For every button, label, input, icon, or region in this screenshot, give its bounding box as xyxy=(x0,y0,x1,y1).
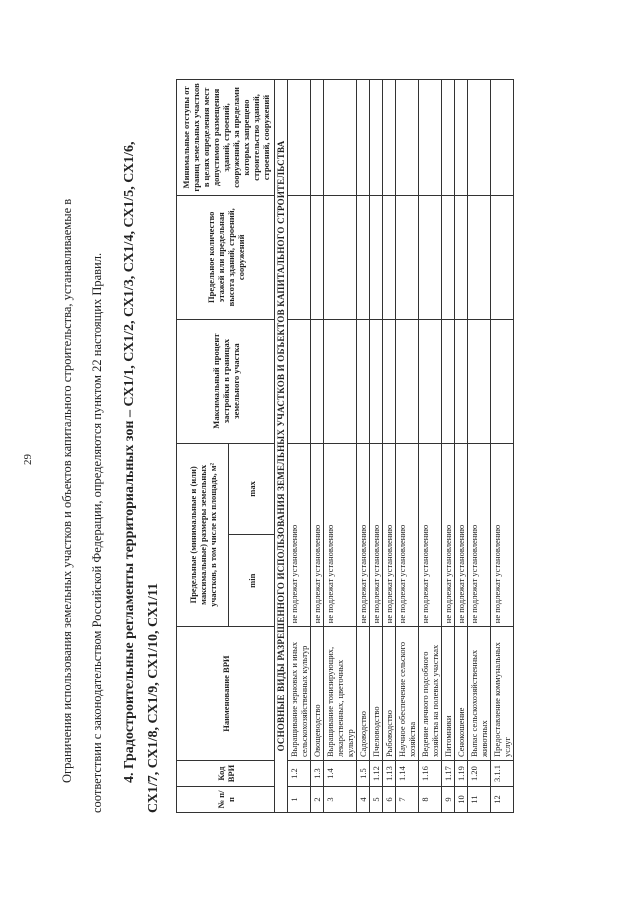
table-row xyxy=(468,80,491,813)
row-code: 1.17 xyxy=(442,761,455,787)
header-min: min xyxy=(229,535,275,627)
header-max: max xyxy=(229,443,275,535)
row-code: 1.20 xyxy=(468,761,491,787)
row-code: 1.19 xyxy=(455,761,468,787)
row-name: Выращивание зерновых и иных сельскохозяйственных культур xyxy=(288,627,311,761)
row-num: 10 xyxy=(455,787,468,813)
row-code: 1.4 xyxy=(324,761,357,787)
row-num: 5 xyxy=(370,787,383,813)
row-code: 1.12 xyxy=(370,761,383,787)
row-num: 11 xyxy=(468,787,491,813)
table-row xyxy=(288,80,311,813)
row-value: не подлежат установлению xyxy=(442,443,455,627)
row-value: не подлежат установлению xyxy=(468,443,491,627)
row-value: не подлежат установлению xyxy=(311,443,324,627)
row-num: 9 xyxy=(442,787,455,813)
row-num: 6 xyxy=(383,787,396,813)
table-row xyxy=(357,80,370,813)
row-value: не подлежат установлению xyxy=(288,443,311,627)
row-name: Научное обеспечение сельского хозяйства xyxy=(396,627,419,761)
row-code: 1.3 xyxy=(311,761,324,787)
row-name: Сенокошение xyxy=(455,627,468,761)
row-num: 7 xyxy=(396,787,419,813)
row-name: Выращивание тонизирующих, лекарственных, цветочных культур xyxy=(324,627,357,761)
table-row xyxy=(383,80,396,813)
row-num: 2 xyxy=(311,787,324,813)
row-code: 1.16 xyxy=(419,761,442,787)
row-num: 3 xyxy=(324,787,357,813)
intro-line-1: Ограничения использования земельных участков и объектов капитального строительства, устанавливаемые в xyxy=(60,198,74,783)
header-floors: Предельное количество этажей или предельная высота зданий, строений, сооружений xyxy=(177,195,275,319)
table-row xyxy=(491,80,514,813)
heading-line-1: 4. Градостроительные регламенты территориальных зон – СХ1/1, СХ1/2, СХ1/3, СХ1/4, СХ1/5, СХ1/6, xyxy=(122,141,137,783)
row-name: Ведение личного подсобного хозяйства на полевых участках xyxy=(419,627,442,761)
header-percent: Максимальный процент застройки в границах земельного участка xyxy=(177,319,275,443)
row-code: 1.5 xyxy=(357,761,370,787)
row-name: Садоводство xyxy=(357,627,370,761)
row-code: 1.13 xyxy=(383,761,396,787)
row-value: не подлежат установлению xyxy=(396,443,419,627)
heading-line-2: СХ1/7, СХ1/8, СХ1/9, СХ1/10, СХ1/11 xyxy=(146,583,161,813)
header-size: Предельные (минимальные и (или) максимальные) размеры земельных участков, в том числе их площадь, м² xyxy=(177,443,229,627)
row-code: 3.1.1 xyxy=(491,761,514,787)
row-num: 4 xyxy=(357,787,370,813)
row-name: Овощеводство xyxy=(311,627,324,761)
row-num: 1 xyxy=(288,787,311,813)
table-row xyxy=(324,80,357,813)
row-num: 8 xyxy=(419,787,442,813)
table-row xyxy=(311,80,324,813)
row-name: Рыбоводство xyxy=(383,627,396,761)
header-num: № п/п xyxy=(177,787,275,813)
table-row xyxy=(442,80,455,813)
row-value: не подлежат установлению xyxy=(419,443,442,627)
row-name: Питомники xyxy=(442,627,455,761)
row-value: не подлежат установлению xyxy=(383,443,396,627)
table-row xyxy=(370,80,383,813)
row-name: Предоставление коммунальных услуг xyxy=(491,627,514,761)
row-value: не подлежат установлению xyxy=(324,443,357,627)
row-code: 1.2 xyxy=(288,761,311,787)
row-value: не подлежат установлению xyxy=(357,443,370,627)
header-setback: Минимальные отступы от границ земельных участков в целях определения мест допустимого размещения зданий, строений, сооружений, за пределами которых запрещено строительство зданий, строений, сооружений xyxy=(177,80,275,196)
row-value: не подлежат установлению xyxy=(491,443,514,627)
header-name: Наименование ВРИ xyxy=(177,627,275,761)
row-code: 1.14 xyxy=(396,761,419,787)
section-title: ОСНОВНЫЕ ВИДЫ РАЗРЕШЕННОГО ИСПОЛЬЗОВАНИЯ ЗЕМЕЛЬНЫХ УЧАСТКОВ И ОБЪЕКТОВ КАПИТАЛЬНОГО СТРОИТЕЛЬСТВА xyxy=(275,80,288,813)
row-num: 12 xyxy=(491,787,514,813)
section-heading xyxy=(118,83,166,813)
page-number: 29 xyxy=(22,454,34,465)
table-row xyxy=(396,80,419,813)
regulations-table xyxy=(176,79,514,813)
row-value: не подлежат установлению xyxy=(370,443,383,627)
intro-paragraph xyxy=(52,83,112,813)
intro-line-2: соответствии с законодательством Российской Федерации, определяются пунктом 22 настоящих Правил. xyxy=(90,252,104,813)
row-name: Пчеловодство xyxy=(370,627,383,761)
row-name: Выпас сельскохозяйственных животных xyxy=(468,627,491,761)
header-code: Код ВРИ xyxy=(177,761,275,787)
table-row xyxy=(419,80,442,813)
row-value: не подлежат установлению xyxy=(455,443,468,627)
table-row xyxy=(455,80,468,813)
